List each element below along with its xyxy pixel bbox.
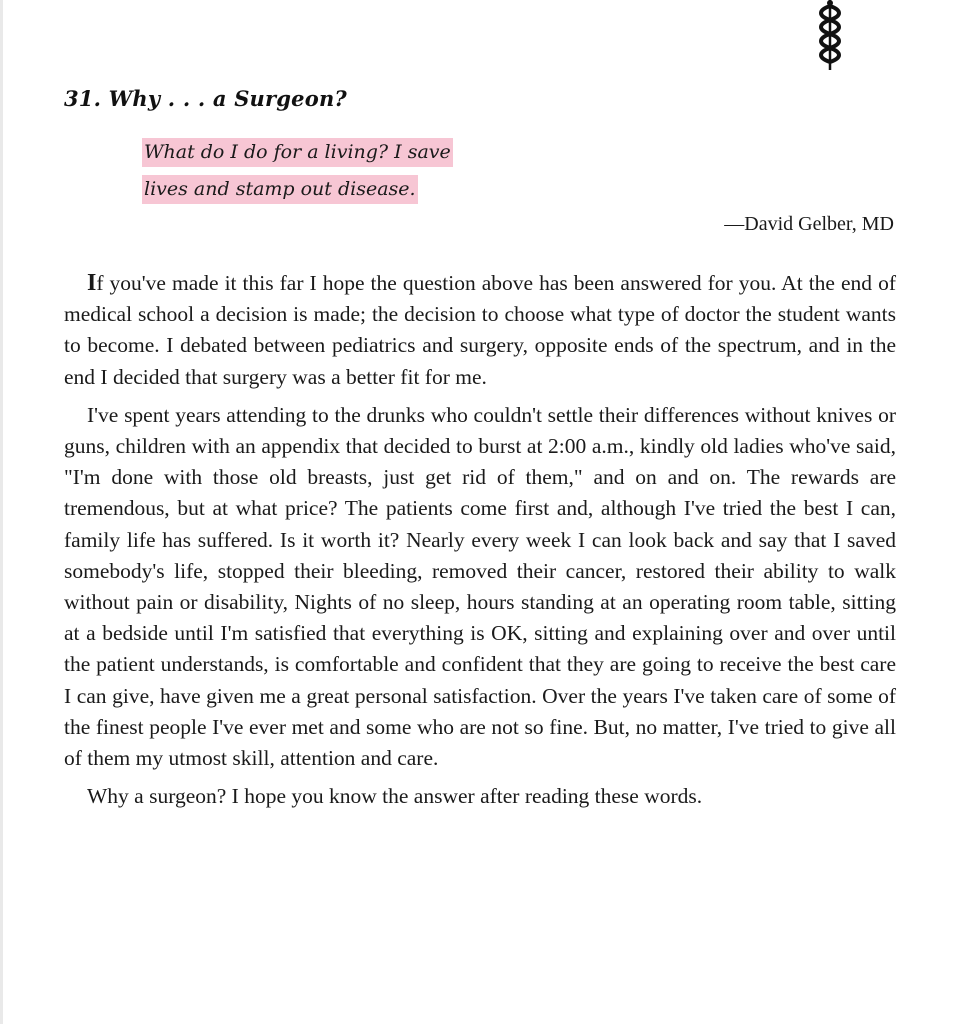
page-edge [0, 0, 3, 1024]
paragraph-3: Why a surgeon? I hope you know the answer after reading these words. [87, 784, 703, 809]
body-text [64, 268, 896, 819]
epigraph-attribution: —David Gelber, MD [724, 213, 894, 235]
paragraph-1-text: f you've made it this far I hope the question above has been answered for you. At the end of medical school a decision is made; the decision to choose what type of doctor the student wants to become. I debated between pediatrics and surgery, opposite ends of the spectrum, and in the end I decided that surgery was a better fit for me. [64, 271, 896, 389]
initial-letter: I [87, 270, 97, 296]
chapter-title: 31. Why . . . a Surgeon? [64, 86, 347, 111]
epigraph-line-2: lives and stamp out disease. [142, 175, 418, 204]
paragraph-2: I've spent years attending to the drunks who couldn't settle their differences without knives or guns, children with an appendix that decided to burst at 2:00 a.m., kindly old ladies who've said, "I'm done with those old breasts, just get rid of them," and on and on. The rewards are tremendous, but at what price? The patients come first and, although I've tried the best I can, family life has suffered. Is it worth it? Nearly every week I can look back and say that I saved somebody's life, stopped their bleeding, removed their cancer, restored their ability to walk without pain or disability, Nights of no sleep, hours standing at an operating room table, sitting at a bedside until I'm satisfied that everything is OK, sitting and explaining over and over until the patient understands, is comfortable and confident that they are going to receive the best care I can give, have given me a great personal satisfaction. Over the years I've taken care of some of the finest people I've ever met and some who are not so fine. But, no matter, I've tried to give all of them my utmost skill, attention and care. [64, 402, 896, 771]
caduceus-icon [812, 0, 848, 72]
paragraph-1 [64, 268, 896, 393]
epigraph-line-1: What do I do for a living? I save [142, 138, 453, 167]
epigraph [142, 134, 472, 208]
